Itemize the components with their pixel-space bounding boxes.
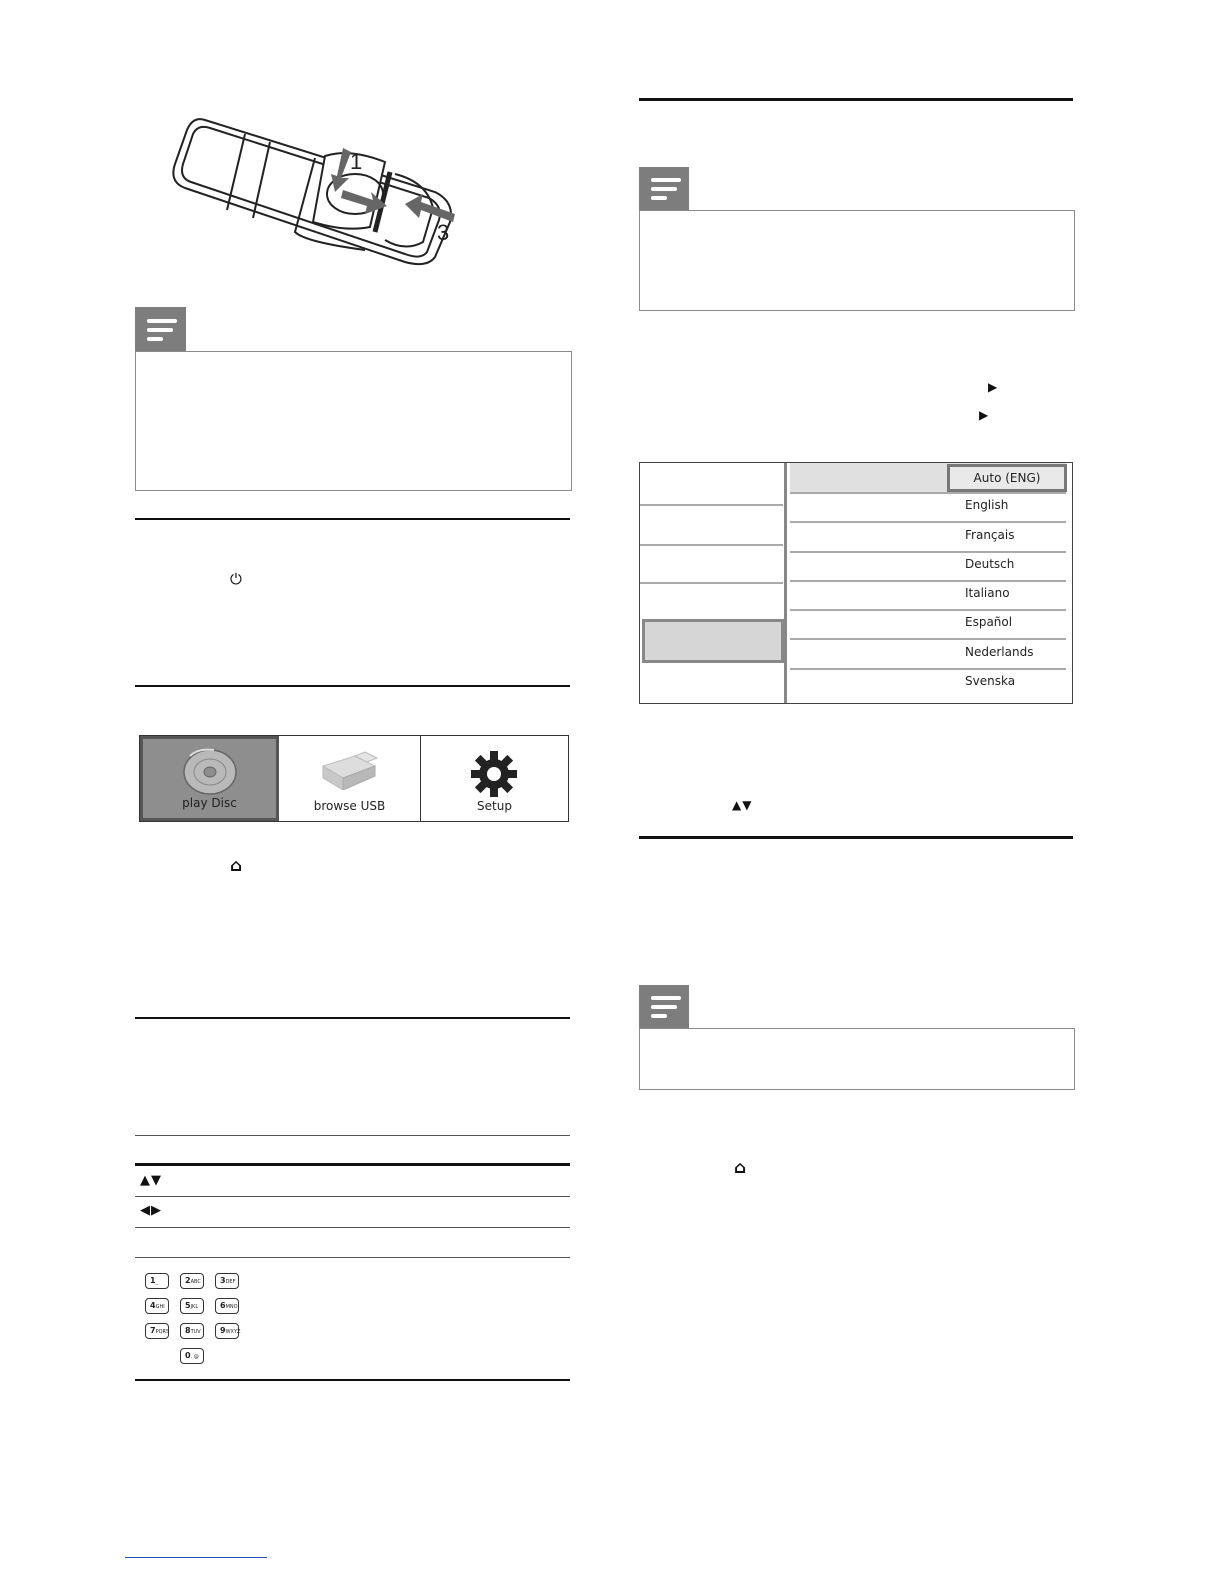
key-2: 2ABC bbox=[180, 1273, 204, 1289]
section-rule bbox=[135, 1017, 570, 1019]
language-option-label: Français bbox=[965, 528, 1015, 542]
language-option-label: Deutsch bbox=[965, 557, 1015, 571]
key-4: 4GHI bbox=[145, 1298, 169, 1314]
home-menu-label: play Disc bbox=[182, 796, 237, 810]
right-arrow-icon: ▶ bbox=[979, 408, 989, 422]
left-right-icon: ◀▶ bbox=[140, 1203, 162, 1218]
section-rule bbox=[135, 685, 570, 687]
language-option-label: English bbox=[965, 498, 1009, 512]
language-menu bbox=[639, 462, 1073, 704]
language-option-label: Auto (ENG) bbox=[947, 464, 1067, 492]
language-option[interactable] bbox=[790, 492, 1066, 523]
language-option[interactable] bbox=[790, 463, 1066, 494]
language-option[interactable] bbox=[790, 522, 1066, 553]
key-3: 3DEF bbox=[215, 1273, 239, 1289]
language-option-label: Nederlands bbox=[965, 645, 1034, 659]
language-option[interactable] bbox=[790, 551, 1066, 582]
key-0: 0. @ bbox=[180, 1348, 204, 1364]
language-option-label: Italiano bbox=[965, 586, 1010, 600]
callout-1: 1 bbox=[350, 149, 363, 174]
note-icon bbox=[135, 307, 186, 352]
disc-icon bbox=[178, 744, 242, 796]
table-bottom-rule bbox=[135, 1379, 570, 1381]
up-down-icon: ▲▼ bbox=[732, 798, 753, 812]
key-5: 5JKL bbox=[180, 1298, 204, 1314]
home-menu-label: browse USB bbox=[313, 799, 386, 813]
home-icon: ⌂ bbox=[734, 1158, 747, 1178]
up-down-icon: ▲▼ bbox=[140, 1173, 162, 1188]
home-menu bbox=[139, 735, 569, 822]
remote-battery-illustration bbox=[165, 112, 465, 272]
language-menu-category-selected[interactable] bbox=[642, 619, 784, 663]
table-top-rule bbox=[135, 1135, 570, 1136]
language-option[interactable] bbox=[790, 609, 1066, 640]
key-7: 7PQRS bbox=[145, 1323, 169, 1339]
footer-link-underline bbox=[125, 1557, 267, 1558]
note-box bbox=[135, 351, 572, 491]
right-arrow-icon: ▶ bbox=[988, 380, 998, 394]
home-menu-setup[interactable] bbox=[421, 736, 568, 821]
key-8: 8TUV bbox=[180, 1323, 204, 1339]
note-icon bbox=[639, 167, 689, 211]
note-box bbox=[639, 1028, 1075, 1090]
table-row-rule bbox=[135, 1196, 570, 1197]
callout-3: 3 bbox=[437, 220, 450, 245]
usb-icon bbox=[319, 750, 379, 790]
note-box bbox=[639, 210, 1075, 311]
language-option[interactable] bbox=[790, 580, 1066, 611]
language-menu-categories bbox=[640, 463, 787, 703]
note-icon bbox=[639, 985, 689, 1029]
table-header-rule bbox=[135, 1163, 570, 1166]
key-6: 6MNO bbox=[215, 1298, 239, 1314]
section-rule bbox=[639, 98, 1073, 101]
home-icon: ⌂ bbox=[230, 856, 243, 876]
section-rule bbox=[135, 518, 570, 520]
language-option-label: Español bbox=[965, 615, 1013, 629]
language-option[interactable] bbox=[790, 668, 1066, 697]
home-menu-label: Setup bbox=[477, 799, 512, 813]
language-option[interactable] bbox=[790, 639, 1066, 670]
section-rule bbox=[639, 836, 1073, 839]
key-9: 9WXYZ bbox=[215, 1323, 239, 1339]
table-row-rule bbox=[135, 1227, 570, 1228]
home-menu-browse-usb[interactable] bbox=[279, 736, 421, 821]
key-1: 1_ bbox=[145, 1273, 169, 1289]
home-menu-play-disc[interactable] bbox=[140, 736, 279, 821]
gear-icon bbox=[470, 750, 518, 798]
power-icon: ⏻ bbox=[230, 570, 242, 588]
table-row-rule bbox=[135, 1257, 570, 1258]
language-option-label: Svenska bbox=[965, 674, 1016, 688]
